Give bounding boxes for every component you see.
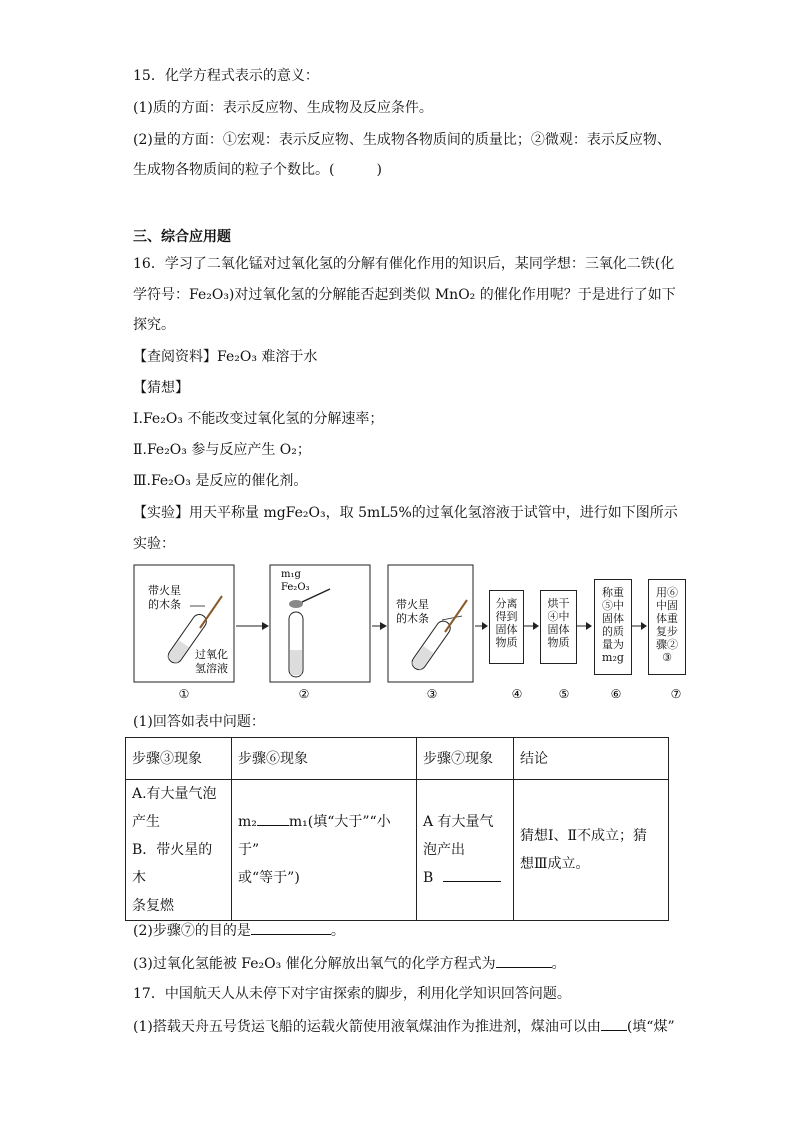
q16-sub1: (1)回答如表中问题：	[133, 714, 265, 730]
q17-line1	[133, 1016, 675, 1037]
fig-box1-label4: 氢溶液	[195, 662, 228, 675]
coal-blank[interactable]	[601, 1016, 627, 1031]
q17-title: 17．中国航天人从未停下对宇宙探索的脚步，利用化学知识回答问题。	[133, 986, 571, 1002]
q16-experiment-2: 实验：	[133, 536, 175, 552]
header-step7: 步骤⑦现象	[417, 738, 514, 780]
step7-line: 用⑥	[656, 586, 678, 599]
test-tube-3	[409, 618, 453, 672]
step6-line: ⑤中	[602, 599, 624, 612]
q15-line3-text: 生成物各物质间的粒子个数比。(	[133, 162, 335, 178]
q16-info: 【查阅资料】Fe₂O₃ 难溶于水	[133, 349, 318, 365]
step7-line: 体重	[656, 612, 678, 625]
q15-line1: (1)质的方面：表示反应物、生成物及反应条件。	[133, 100, 433, 116]
splint-3	[445, 600, 467, 632]
splint-1	[200, 596, 222, 628]
spoon-icon	[289, 600, 303, 608]
fig-box3-label2: 的木条	[396, 612, 429, 625]
step7-line: 骤②	[656, 638, 678, 651]
q16-sub2	[133, 920, 345, 941]
cell-line: 条复燃	[132, 898, 174, 914]
step5-line: ④中	[547, 610, 570, 623]
q16-sub3-end: 。	[551, 956, 566, 972]
step6-line: m₂g	[602, 651, 624, 664]
q16-guess-2: Ⅱ.Fe₂O₃ 参与反应产生 O₂；	[133, 442, 311, 458]
m1-label: m₁(填“大于”“小于”	[238, 814, 391, 858]
q15-line2: (2)量的方面：①宏观：表示反应物、生成物各物质间的质量比；②微观：表示反应物、	[133, 132, 671, 148]
q15-title: 15．化学方程式表示的意义：	[133, 68, 319, 84]
step6-box	[594, 579, 632, 675]
results-table	[125, 737, 669, 921]
step5-line: 固体	[547, 623, 570, 636]
q16-guess-1: Ⅰ.Fe₂O₃ 不能改变过氧化氢的分解速率；	[133, 411, 384, 427]
step7-b-blank[interactable]	[443, 867, 501, 882]
step5-box	[540, 590, 577, 664]
compare-blank[interactable]	[257, 811, 289, 826]
q16-sub2-end: 。	[330, 923, 345, 939]
fig-box1-label3: 过氧化	[195, 648, 228, 661]
q15-line3	[133, 160, 382, 180]
q16-experiment-1: 【实验】用天平称量 mgFe₂O₃，取 5mL5%的过氧化氢溶液于试管中，进行如下图所示	[133, 505, 678, 521]
step6-line: 称重	[602, 586, 624, 599]
fig-num-7: ⑦	[670, 687, 682, 701]
table-row	[126, 780, 669, 921]
equation-blank[interactable]	[496, 953, 552, 968]
cell-line: 或“等于”)	[238, 870, 300, 886]
q16-sub3-text: (3)过氧化氢能被 Fe₂O₃ 催化分解放出氧气的化学方程式为	[133, 956, 496, 972]
q16-sub2-text: (2)步骤⑦的目的是	[133, 923, 251, 939]
header-step6: 步骤⑥现象	[232, 738, 417, 780]
step4-line: 分离	[495, 597, 518, 610]
q16-intro-2: 学符号：Fe₂O₃)对过氧化氢的分解能否起到类似 MnO₂ 的催化作用呢？于是进行了如下	[133, 287, 676, 303]
q16-sub3	[133, 953, 566, 974]
q16-intro-3: 探究。	[133, 317, 175, 333]
b-label: B	[423, 870, 434, 886]
cell-conclusion	[514, 780, 669, 921]
q16-guess-title: 【猜想】	[133, 380, 189, 396]
fig-box3-label1: 带火星	[396, 598, 429, 611]
step7-line: ③	[662, 651, 672, 664]
fig-box1-label1: 带火星	[148, 584, 181, 597]
cell-step3	[126, 780, 232, 921]
cell-line: A.有大量气泡	[132, 786, 217, 802]
fig-num-3: ③	[426, 687, 438, 701]
cell-line: B．带火星的木	[132, 842, 213, 886]
step5-line: 物质	[547, 636, 570, 649]
purpose-blank[interactable]	[251, 920, 331, 935]
m2-label: m₂	[238, 814, 257, 830]
cell-step7	[417, 780, 514, 921]
step6-line: 量为	[602, 638, 624, 651]
q17-line1-text: (1)搭载天舟五号货运飞船的运载火箭使用液氧煤油作为推进剂，煤油可以由	[133, 1019, 601, 1035]
cell-step6	[232, 780, 417, 921]
cell-line: A 有大量气	[423, 814, 494, 830]
fig-box2-label2: Fe₂O₃	[281, 582, 310, 593]
step6-line: 固体	[602, 612, 624, 625]
cell-line: 想Ⅲ成立。	[520, 856, 590, 872]
step7-line: 中固	[656, 599, 678, 612]
step4-line: 固体	[495, 623, 518, 636]
cell-line: 泡产出	[423, 842, 465, 858]
cell-line: 猜想Ⅰ、Ⅱ不成立；猜	[520, 828, 648, 844]
step4-line: 得到	[495, 610, 518, 623]
header-step3: 步骤③现象	[126, 738, 232, 780]
cell-line: 产生	[132, 814, 160, 830]
step7-box	[648, 579, 686, 675]
step7-line: 复步	[656, 625, 678, 638]
step6-line: 的质	[602, 625, 624, 638]
q15-line3-end: )	[376, 162, 382, 178]
fig-num-6: ⑥	[610, 687, 622, 701]
fig-box1-label2: 的木条	[148, 598, 181, 611]
step5-line: 烘干	[547, 597, 570, 610]
section-title: 三、综合应用题	[133, 229, 231, 245]
header-conclusion: 结论	[514, 738, 669, 780]
fig-num-2: ②	[298, 687, 310, 701]
fig-num-1: ①	[178, 687, 190, 701]
step4-box	[489, 590, 524, 664]
q16-intro-1: 16．学习了二氧化锰对过氧化氢的分解有催化作用的知识后，某同学想：三氧化二铁(化	[133, 256, 675, 272]
q17-line1-end: (填“煤”	[626, 1019, 675, 1035]
fig-num-5: ⑤	[558, 687, 570, 701]
q16-guess-3: Ⅲ.Fe₂O₃ 是反应的催化剂。	[133, 473, 308, 489]
fig-num-4: ④	[511, 687, 523, 701]
table-header-row	[126, 738, 669, 780]
step4-line: 物质	[495, 636, 518, 649]
fig-box2-label1: m₁g	[281, 569, 301, 580]
